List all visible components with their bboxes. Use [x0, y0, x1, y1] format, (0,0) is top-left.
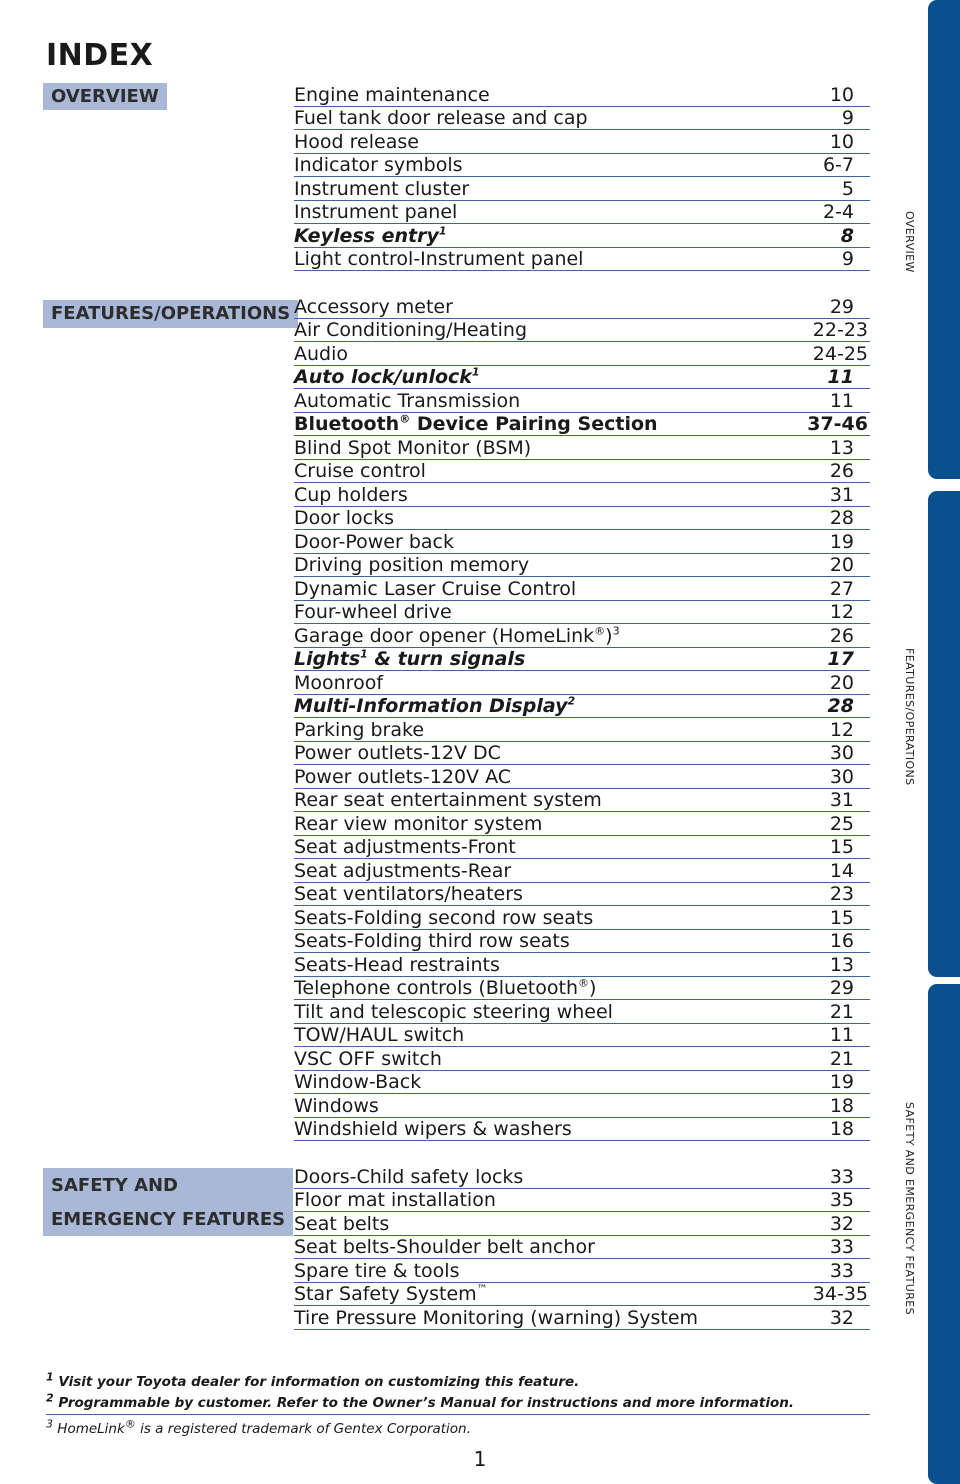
entry-text: Windows [294, 1094, 379, 1117]
entry-page: 10 [829, 83, 854, 106]
section-label-overview [43, 83, 167, 110]
side-tab-safety-emergency[interactable] [928, 984, 960, 1484]
entry-page: 8 [840, 224, 854, 247]
entry-text: Parking brake [294, 718, 425, 741]
index-entry [294, 718, 870, 742]
entry-page: 14 [829, 859, 854, 882]
entry-text: Keyless entry [294, 224, 439, 247]
entry-text: ) [588, 977, 597, 999]
entry-text: ) [605, 624, 613, 647]
entry-text: Seat belts-Shoulder belt anchor [294, 1236, 595, 1258]
entry-label [294, 1118, 572, 1140]
entry-page: 29 [829, 977, 854, 999]
entry-page: 20 [829, 554, 854, 576]
entry-text: Accessory meter [294, 295, 453, 318]
entry-text: Garage door opener (HomeLink [294, 624, 595, 647]
footnote-1 [46, 1372, 870, 1393]
entry-label [294, 601, 452, 623]
entry-label [294, 578, 576, 600]
footnote-ref: 1 [360, 647, 368, 661]
entry-page: 25 [829, 812, 854, 835]
entry-text: Seat ventilators/heaters [294, 883, 523, 905]
entry-label [294, 531, 454, 553]
entry-page: 15 [829, 906, 854, 929]
side-tab-text: FEATURES/OPERATIONS [903, 648, 916, 786]
entry-text: Device Pairing Section [410, 413, 658, 435]
entry-text: & turn signals [367, 648, 526, 670]
footnote-ref: 2 [567, 694, 576, 708]
entry-page: 33 [829, 1236, 854, 1258]
index-entry [294, 812, 870, 836]
entry-text: Seat adjustments-Front [294, 836, 516, 858]
footnote-ref: 1 [438, 224, 447, 238]
registered-mark: ™ [476, 1282, 488, 1296]
entry-page: 16 [829, 930, 854, 952]
index-entry [294, 366, 870, 390]
section-label-line: OVERVIEW [51, 86, 159, 107]
entry-label [294, 1236, 595, 1258]
index-entry [294, 130, 870, 154]
index-entry [294, 789, 870, 813]
entry-page: 32 [829, 1306, 854, 1329]
entry-text: Instrument cluster [294, 177, 470, 200]
index-entry [294, 859, 870, 883]
entry-text: Bluetooth [294, 413, 400, 435]
side-tab-overview[interactable] [928, 0, 960, 479]
entry-page: 21 [829, 1000, 854, 1023]
section-label-safety-emergency [43, 1168, 293, 1236]
index-entry [294, 295, 870, 319]
section-label-features-operations [43, 300, 298, 328]
entry-text: Engine maintenance [294, 83, 490, 106]
index-entry [294, 930, 870, 954]
entry-text: Window-Back [294, 1071, 422, 1093]
index-entry [294, 1118, 870, 1142]
entry-text: Lights [294, 648, 361, 670]
entry-text: Telephone controls (Bluetooth [294, 977, 578, 999]
entry-label [294, 343, 348, 365]
index-entry [294, 201, 870, 225]
index-entry [294, 413, 870, 437]
entry-label [294, 625, 620, 647]
entry-text: Seats-Folding second row seats [294, 906, 594, 929]
entry-text: Audio [294, 342, 349, 365]
entry-text: Power outlets-12V DC [294, 742, 501, 764]
entry-label [294, 907, 593, 929]
entry-page: 22-23 [812, 319, 868, 341]
index-entry [294, 554, 870, 578]
index-entry [294, 177, 870, 201]
entry-text: Cruise control [294, 460, 426, 482]
entry-label [294, 507, 394, 529]
entry-text: Automatic Transmission [294, 389, 521, 412]
entry-label [294, 1048, 442, 1070]
entry-text: Seats-Folding third row seats [294, 930, 570, 952]
index-entry [294, 1094, 870, 1118]
entry-page: 11 [827, 366, 854, 388]
index-entry [294, 1000, 870, 1024]
entry-page: 27 [829, 577, 854, 600]
entry-page: 30 [829, 765, 854, 788]
safety-emergency-entries [294, 1165, 870, 1330]
index-entry [294, 1212, 870, 1236]
entry-text: Floor mat installation [294, 1189, 496, 1211]
entry-label [294, 836, 516, 858]
index-entry [294, 83, 870, 107]
entry-page: 29 [829, 295, 854, 318]
entry-label [294, 201, 457, 223]
entry-label [294, 1166, 523, 1188]
entry-label [294, 437, 531, 459]
entry-text: Driving position memory [294, 554, 530, 576]
index-entry [294, 389, 870, 413]
entry-text: Cup holders [294, 483, 408, 506]
footnote-text: Visit your Toyota dealer for information on customizing this feature. [53, 1374, 580, 1390]
entry-page: 26 [829, 460, 854, 482]
entry-page: 33 [829, 1165, 854, 1188]
entry-page: 30 [829, 742, 854, 764]
registered-mark: ® [594, 624, 606, 638]
entry-label [294, 977, 596, 999]
entry-text: Fuel tank door release and cap [294, 107, 588, 129]
entry-text: Rear seat entertainment system [294, 789, 602, 811]
entry-label [294, 789, 602, 811]
entry-label [294, 1260, 459, 1282]
entry-label [294, 413, 658, 435]
entry-page: 18 [829, 1094, 854, 1117]
entry-page: 13 [829, 436, 854, 459]
index-entry [294, 342, 870, 366]
entry-label [294, 1307, 698, 1329]
footnote-text: is a registered trademark of Gentex Corporation. [135, 1421, 471, 1437]
entry-page: 5 [841, 177, 854, 200]
entry-page: 2-4 [822, 201, 854, 223]
entry-label [294, 813, 542, 835]
entry-page: 31 [829, 789, 854, 811]
index-entry [294, 436, 870, 460]
entry-page: 19 [829, 530, 854, 553]
entry-text: Four-wheel drive [294, 601, 452, 623]
entry-text: Tilt and telescopic steering wheel [294, 1000, 613, 1023]
index-entry [294, 601, 870, 625]
entry-text: Multi-Information Display [294, 695, 568, 717]
entry-text: Tire Pressure Monitoring (warning) System [294, 1306, 699, 1329]
entry-page: 33 [829, 1259, 854, 1282]
index-entry [294, 1071, 870, 1095]
page-number: 1 [473, 1447, 487, 1471]
entry-page: 28 [829, 507, 854, 529]
overview-entries [294, 83, 870, 271]
entry-page: 11 [829, 1024, 854, 1046]
entry-page: 35 [829, 1189, 854, 1211]
index-entry [294, 1189, 870, 1213]
index-entry [294, 483, 870, 507]
index-entry [294, 695, 870, 719]
entry-label [294, 1024, 464, 1046]
index-entry [294, 460, 870, 484]
entry-page: 18 [829, 1118, 854, 1140]
entry-page: 34-35 [812, 1283, 868, 1305]
index-entry [294, 248, 870, 272]
entry-label [294, 319, 527, 341]
entry-label [294, 460, 426, 482]
index-entry [294, 319, 870, 343]
features-operations-entries [294, 295, 870, 1141]
index-entry [294, 836, 870, 860]
entry-label [294, 695, 575, 717]
entry-label [294, 225, 447, 247]
entry-page: 9 [841, 248, 854, 270]
entry-label [294, 1071, 421, 1093]
entry-text: Power outlets-120V AC [294, 765, 512, 788]
index-entry [294, 507, 870, 531]
footnote-marker: 3 [46, 1417, 53, 1431]
entry-label [294, 1095, 379, 1117]
entry-page: 23 [829, 883, 854, 905]
entry-text: Dynamic Laser Cruise Control [294, 577, 577, 600]
entry-label [294, 84, 490, 106]
footnote-ref: 1 [471, 365, 480, 379]
side-tab-text: SAFETY AND EMERGENCY FEATURES [903, 1102, 916, 1315]
entry-text: Seats-Head restraints [294, 953, 500, 976]
index-title: INDEX [46, 38, 154, 73]
index-entry [294, 1283, 870, 1307]
index-entry [294, 742, 870, 766]
section-label-line: FEATURES/OPERATIONS [51, 303, 291, 324]
entry-text: Blind Spot Monitor (BSM) [294, 436, 532, 459]
index-entry [294, 648, 870, 672]
entry-page: 19 [829, 1071, 854, 1093]
entry-text: VSC OFF switch [294, 1047, 442, 1070]
entry-text: TOW/HAUL switch [294, 1024, 465, 1046]
side-tab-text: OVERVIEW [903, 211, 916, 273]
index-entry [294, 224, 870, 248]
index-entry [294, 671, 870, 695]
entry-page: 24-25 [812, 342, 868, 365]
entry-text: Air Conditioning/Heating [294, 319, 528, 341]
entry-page: 26 [829, 624, 854, 647]
entry-page: 12 [829, 718, 854, 741]
index-entry [294, 530, 870, 554]
entry-text: Moonroof [294, 671, 384, 694]
entry-text: Windshield wipers & washers [294, 1118, 572, 1140]
entry-page: 6-7 [822, 154, 854, 176]
entry-page: 13 [829, 953, 854, 976]
entry-label [294, 766, 511, 788]
entry-label [294, 719, 424, 741]
registered-mark: ® [399, 412, 411, 426]
entry-label [294, 131, 419, 153]
entry-label [294, 484, 408, 506]
side-tab-features-operations[interactable] [928, 491, 960, 977]
footnote-text: HomeLink [53, 1421, 125, 1437]
section-label-line: EMERGENCY FEATURES [51, 1209, 286, 1230]
index-entry [294, 977, 870, 1001]
entry-page: 12 [829, 601, 854, 623]
index-entry [294, 1259, 870, 1283]
entry-label [294, 154, 463, 176]
entry-page: 15 [829, 836, 854, 858]
entry-text: Auto lock/unlock [294, 366, 472, 388]
entry-label [294, 1213, 389, 1235]
entry-text: Hood release [294, 130, 419, 153]
entry-text: Door locks [294, 507, 394, 529]
index-entry [294, 883, 870, 907]
entry-text: Instrument panel [294, 201, 458, 223]
entry-text: Light control-Instrument panel [294, 248, 584, 270]
index-entry [294, 624, 870, 648]
entry-page: 17 [827, 648, 854, 670]
entry-text: Star Safety System [294, 1283, 477, 1305]
index-entry [294, 1236, 870, 1260]
entry-label [294, 883, 523, 905]
entry-label [294, 1001, 613, 1023]
entry-page: 20 [829, 671, 854, 694]
entry-label [294, 366, 480, 388]
entry-text: Spare tire & tools [294, 1259, 460, 1282]
index-entry [294, 953, 870, 977]
entry-label [294, 296, 453, 318]
index-entry [294, 1306, 870, 1330]
index-entry [294, 1165, 870, 1189]
index-entry [294, 906, 870, 930]
index-entry [294, 1024, 870, 1048]
entry-label [294, 930, 570, 952]
index-entry [294, 154, 870, 178]
entry-page: 28 [827, 695, 854, 717]
index-entry [294, 107, 870, 131]
entry-label [294, 648, 525, 670]
entry-page: 10 [829, 130, 854, 153]
footnotes [46, 1372, 870, 1440]
section-label-line: SAFETY AND [51, 1175, 179, 1196]
entry-label [294, 178, 469, 200]
footnote-3 [46, 1419, 870, 1440]
entry-label [294, 554, 529, 576]
footnote-2 [46, 1393, 870, 1415]
entry-label [294, 954, 500, 976]
entry-label [294, 860, 511, 882]
entry-label [294, 390, 520, 412]
index-entry [294, 765, 870, 789]
entry-text: Rear view monitor system [294, 812, 543, 835]
registered-mark: ® [577, 976, 589, 990]
registered-mark: ® [124, 1417, 136, 1431]
entry-page: 9 [841, 107, 854, 129]
entry-page: 37-46 [807, 413, 868, 435]
footnote-ref: 3 [612, 624, 620, 638]
index-entry [294, 577, 870, 601]
entry-label [294, 107, 588, 129]
entry-page: 31 [829, 483, 854, 506]
entry-label [294, 742, 501, 764]
entry-page: 32 [829, 1212, 854, 1235]
entry-text: Seat belts [294, 1212, 390, 1235]
footnote-marker: 2 [46, 1391, 54, 1405]
entry-label [294, 1189, 496, 1211]
footnote-text: Programmable by customer. Refer to the Owner’s Manual for instructions and more information. [53, 1395, 794, 1411]
entry-label [294, 1283, 488, 1305]
entry-label [294, 672, 383, 694]
entry-page: 11 [829, 389, 854, 412]
entry-text: Doors-Child safety locks [294, 1165, 524, 1188]
index-entry [294, 1047, 870, 1071]
footnote-marker: 1 [46, 1370, 54, 1384]
entry-text: Door-Power back [294, 530, 454, 553]
entry-text: Seat adjustments-Rear [294, 859, 512, 882]
entry-page: 21 [829, 1047, 854, 1070]
entry-label [294, 248, 583, 270]
entry-text: Indicator symbols [294, 154, 463, 176]
